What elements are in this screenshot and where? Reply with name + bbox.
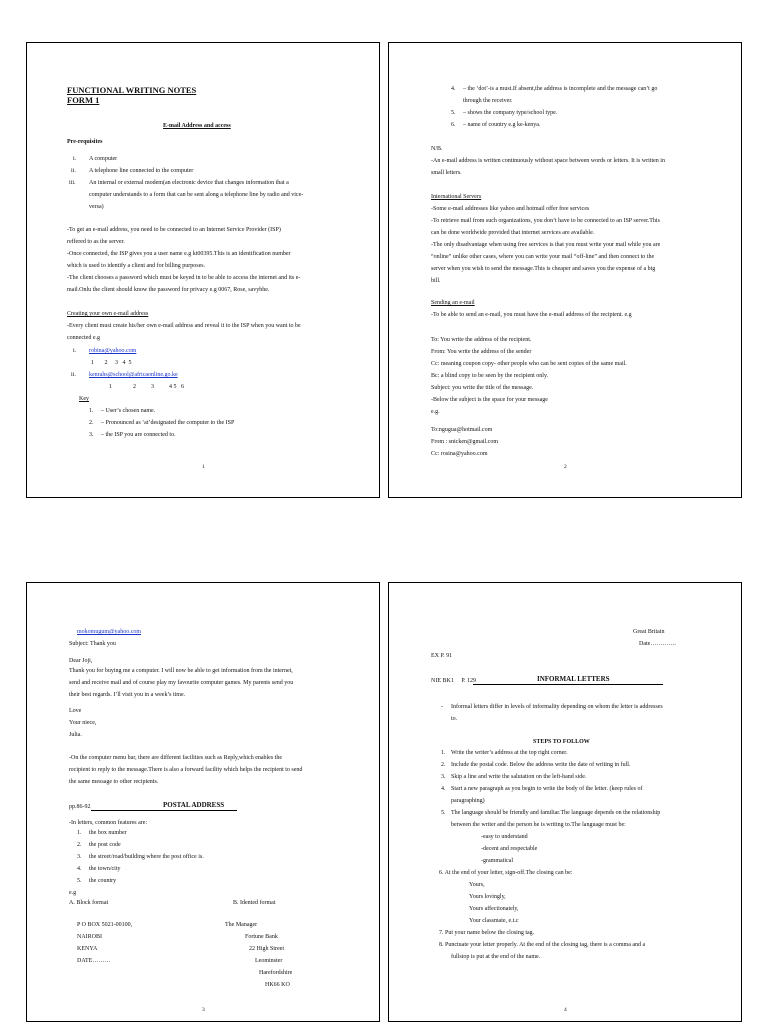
- subsection-heading: International Servers: [431, 194, 482, 200]
- heading-rule: [91, 810, 237, 811]
- subsection-heading: Creating your own e-mail address: [67, 311, 149, 317]
- list-number: 1.: [89, 408, 94, 414]
- list-number: iii.: [69, 180, 76, 186]
- paragraph-line: reffered to as the server.: [67, 239, 125, 245]
- nb-label: N/B.: [431, 146, 443, 152]
- paragraph-line: -An e-mail address is written continuously without space between words or letters. It is written in: [431, 158, 665, 164]
- paragraph-line: to.: [451, 716, 458, 722]
- list-item: – shows the company type/school type.: [463, 110, 558, 116]
- steps-heading: STEPS TO FOLLOW: [533, 739, 590, 745]
- page-reference: pp.86-92: [69, 804, 91, 810]
- closing-example: Your classmate, e.t.c: [469, 918, 519, 924]
- closing-example: Yours lovingly,: [469, 894, 506, 900]
- step-item: Write the writer’s address at the top right corner.: [451, 750, 568, 756]
- email-part-numbers: 1 2 3 4 5 6: [109, 384, 184, 390]
- paragraph-line: send and receive mail and of course play my favourite computer games. My parents send you: [69, 680, 294, 686]
- language-item: -easy to understand: [481, 834, 528, 840]
- section-heading: INFORMAL LETTERS: [537, 675, 610, 683]
- document-page-4: [388, 582, 742, 1022]
- paragraph-line: -Once connected, the ISP gives you a user name e.g kt00395.This is an identification number: [67, 251, 291, 257]
- language-item: -grammatical: [481, 858, 513, 864]
- paragraph-line: server when you wish to send the message.This is cheaper and saves you the expense of a big: [431, 266, 656, 272]
- list-number: 1.: [77, 830, 82, 836]
- language-item: -decent and respectable: [481, 846, 538, 852]
- step-item: 8. Punctuate your letter properly. At the end of the closing tag, there is a comma and a: [439, 942, 646, 948]
- list-number: i.: [73, 156, 77, 162]
- paragraph-line: bill.: [431, 278, 441, 284]
- page-number: 2: [564, 464, 567, 470]
- step-item: 6. At the end of your letter, sign-off.The closing can be:: [439, 870, 573, 876]
- closing-line: Love: [69, 708, 82, 714]
- field-description: Cc: meaning coupon copy- other people who can be sent copies of the same mail.: [431, 361, 627, 367]
- example-line: Cc: rosina@yahoo.com: [431, 451, 488, 457]
- field-description: To: You write the address of the recipient.: [431, 337, 532, 343]
- email-part-numbers: 1 2 3 4 5: [91, 360, 132, 366]
- document-page-3: [26, 582, 380, 1022]
- paragraph-line: -To get an e-mail address, you need to be connected to an Internet Service Provider (ISP): [67, 227, 281, 233]
- list-number: 2.: [77, 842, 82, 848]
- step-item: Include the postal code. Below the address write the date of writing in full.: [451, 762, 631, 768]
- example-line: To:ngugua@hotmail.com: [431, 427, 493, 433]
- list-number: 3.: [77, 854, 82, 860]
- paragraph-line: -On the computer menu bar, there are different facilities such as Reply,which enables the: [69, 755, 283, 761]
- page-title: FUNCTIONAL WRITING NOTES: [67, 85, 197, 95]
- paragraph-line: -Every client must create his/her own e-mail address and reveal it to the ISP when you want to be: [67, 323, 301, 329]
- step-item: 7. Put your name below the closing tag.: [439, 930, 535, 936]
- address-line: P O BOX 5021-00100,: [77, 922, 133, 928]
- list-number: ii.: [71, 168, 76, 174]
- paragraph-line: “online” unlike other cases, where you can write your mail “off-line” and then connect to the: [431, 254, 655, 260]
- address-line: Leominster: [255, 958, 283, 964]
- list-number: 2.: [441, 762, 446, 768]
- step-item: The language should be friendly and familiar.The language depends on the relationship: [451, 810, 661, 816]
- key-item: – the ISP you are connected to.: [101, 432, 176, 438]
- list-item: the town/city: [89, 866, 121, 872]
- list-number: 4.: [451, 86, 456, 92]
- list-number: 6.: [451, 122, 456, 128]
- list-number: ii.: [71, 372, 76, 378]
- key-label: Key: [79, 396, 89, 402]
- example-label: e.g: [69, 890, 77, 896]
- key-item: – Pronounced as ‘at’designated the computer to the ISP: [101, 420, 235, 426]
- address-line: KENYA: [77, 946, 98, 952]
- block-format-label: A. Block format: [69, 900, 109, 906]
- list-item-continued: computer understands to a form that can be sent along a telephone line by radio and vice-: [89, 192, 304, 198]
- paragraph-line: can be done worldwide provided that internet services are available.: [431, 230, 595, 236]
- list-number: i.: [73, 348, 77, 354]
- list-number: 5.: [451, 110, 456, 116]
- example-line: From : snicken@gmail.com: [431, 439, 499, 445]
- closing-line: Your niece,: [69, 720, 97, 726]
- list-item-continued: through the receiver.: [463, 98, 513, 104]
- indented-format-label: B. Idented format: [233, 900, 276, 906]
- paragraph-line: -To retrieve mail from such organizations, you don’t have to be connected to an ISP server.This: [431, 218, 660, 224]
- page-number: 3: [202, 1007, 205, 1013]
- paragraph-line: -Some e-mail addresses like yahoo and hotmail offer free services: [431, 206, 590, 212]
- paragraph-line: connected e.g: [67, 335, 100, 341]
- heading-rule: [473, 684, 663, 685]
- list-item: – name of country e.g ke-kenya.: [463, 122, 541, 128]
- list-item: the street/road/building where the post office is.: [89, 854, 204, 860]
- salutation: Dear Joji,: [69, 658, 93, 664]
- list-item: – the ‘dot’-is a must.If absent,the address is incomplete and the message can’t go: [463, 86, 658, 92]
- paragraph-line: their best regards. I’ll visit you in a week’s time.: [69, 692, 186, 698]
- date-line: Date………….: [639, 641, 676, 647]
- paragraph-line: small letters.: [431, 170, 462, 176]
- list-item: An internal or external modem(an electronic device that changes information that a: [89, 180, 289, 186]
- list-item: A telephone line connected to the computer: [89, 168, 194, 174]
- paragraph-line: -The client chooses a password which must be keyed in to be able to access the internet and its e-: [67, 275, 301, 281]
- document-page-2: [388, 42, 742, 498]
- email-example-link[interactable]: kenrahs@school@africaonline.go.ke: [89, 372, 178, 378]
- step-item-continued: paragraphing): [451, 798, 485, 804]
- field-description: e.g.: [431, 409, 440, 415]
- page-number: 1: [202, 464, 205, 470]
- list-number: 5.: [441, 810, 446, 816]
- address-line: The Manager: [225, 922, 258, 928]
- field-description: -Below the subject is the space for your message: [431, 397, 548, 403]
- email-example-link[interactable]: robina@yahoo.com: [89, 348, 137, 354]
- list-item: the box number: [89, 830, 127, 836]
- paragraph-line: Thank you for buying me a computer. I will now be able to get information from the internet,: [69, 668, 293, 674]
- list-number: 3.: [89, 432, 94, 438]
- field-description: From: You write the address of the sender: [431, 349, 532, 355]
- field-description: Bc: a blind copy to be seen by the recipient only.: [431, 373, 549, 379]
- address-line: HK66 KO: [265, 982, 290, 988]
- address-line: Fortune Bank: [245, 934, 278, 940]
- address-line: DATE………: [77, 958, 111, 964]
- paragraph-line: -In letters, common features are:: [69, 820, 148, 826]
- paragraph-line: -To be able to send an e-mail, you must have the e-mail address of the recipient. e.g: [431, 312, 632, 318]
- section-heading: POSTAL ADDRESS: [163, 801, 225, 809]
- list-item: A computer: [89, 156, 118, 162]
- paragraph-line: mail.Onlu the client should know the password for privacy e.g 0067, Rose, savybhe.: [67, 287, 270, 293]
- paragraph-line: recipient to reply to the message.There is also a forward facility which helps the recipient to send: [69, 767, 303, 773]
- list-number: 4.: [77, 866, 82, 872]
- step-item-continued: fullstop is put at the end of the name.: [451, 954, 541, 960]
- step-item-continued: between the writer and the person he is writing to.The language must be:: [451, 822, 626, 828]
- paragraph-line: Informal letters differ in levels of informality depending on whom the letter is addresses: [451, 704, 663, 710]
- list-number: 5.: [77, 878, 82, 884]
- bullet: -: [441, 704, 443, 710]
- subsection-heading: Sending an e-mail: [431, 300, 475, 306]
- address-line: 22 High Street: [249, 946, 284, 952]
- list-item-continued: versa): [89, 204, 104, 210]
- exercise-reference: EX P. 91: [431, 653, 453, 659]
- list-number: 4.: [441, 786, 446, 792]
- email-subject: Subject: Thank you: [69, 641, 116, 647]
- step-item: Start a new paragraph as you begin to write the body of the letter. (keep rules of: [451, 786, 643, 792]
- closing-example: Yours,: [469, 882, 485, 888]
- book-reference: NIE BK1 P. 129: [431, 678, 477, 684]
- closing-example: Yours affectionately,: [469, 906, 519, 912]
- page-number: 4: [564, 1007, 567, 1013]
- address-line: NAIROBI: [77, 934, 102, 940]
- list-item: the post code: [89, 842, 121, 848]
- key-item: – User’s chosen name.: [101, 408, 156, 414]
- list-number: 3.: [441, 774, 446, 780]
- list-number: 2.: [89, 420, 94, 426]
- paragraph-line: which is used to identify a client and for billing purposes.: [67, 263, 206, 269]
- page-subtitle: FORM 1: [67, 95, 100, 105]
- paragraph-line: -The only disadvantage when using free services is that you must write your mail while you are: [431, 242, 661, 248]
- field-description: Subject: you write the title of the message.: [431, 385, 534, 391]
- document-page-1: [26, 42, 380, 498]
- section-heading: E-mail Address and access: [163, 123, 231, 129]
- paragraph-line: the same message to other recipients.: [69, 779, 159, 785]
- list-item: the country: [89, 878, 117, 884]
- address-line: Harefordshire: [259, 970, 293, 976]
- address-country: Great Britain: [633, 629, 665, 635]
- step-item: Skip a line and write the salutation on the left-hand side.: [451, 774, 587, 780]
- prerequisites-label: Pre-requisites: [67, 139, 103, 145]
- list-number: 1.: [441, 750, 446, 756]
- sender-email-link[interactable]: mokomugum@yahoo.com: [77, 629, 142, 635]
- closing-line: Julia.: [69, 732, 82, 738]
